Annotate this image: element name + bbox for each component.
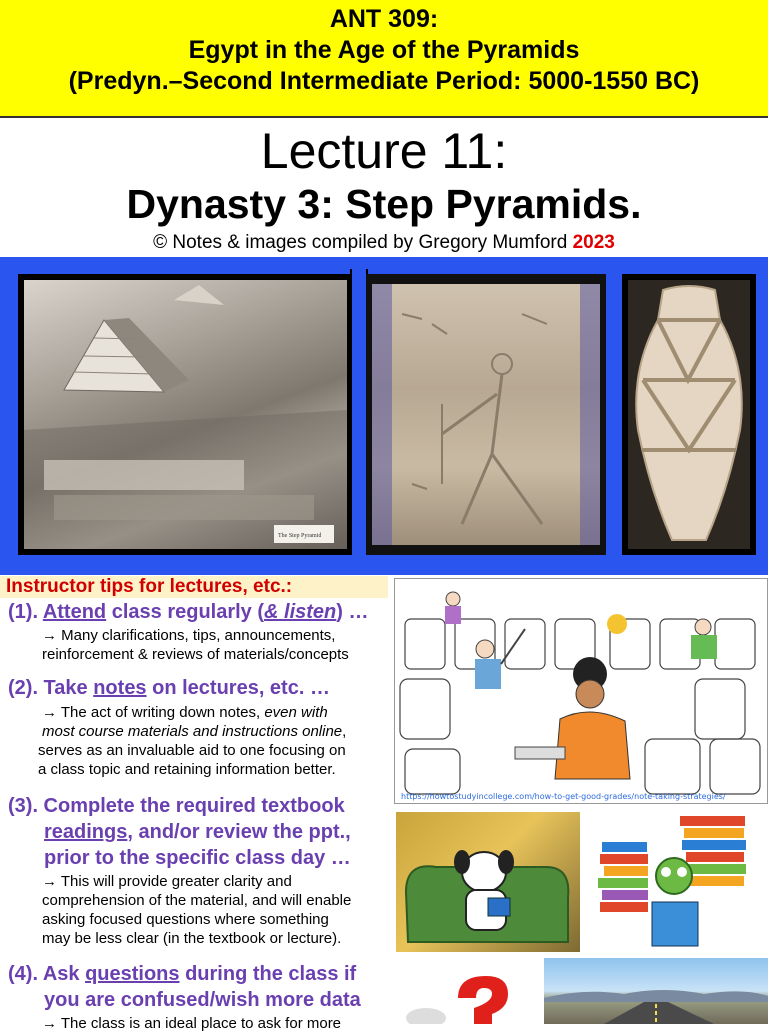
tip-2-heading [8,676,330,700]
tip-3-note-3: asking focused questions where something [42,911,329,928]
tip-1-prefix: (1). [8,601,43,623]
instructor-tips [0,576,392,1032]
wall-relief-photo [366,274,606,555]
photo-band [0,257,768,575]
step-pyramid-photo [18,274,353,555]
snoopy-illustration [396,812,580,952]
classroom-drawing [395,579,767,803]
frog-books-image [584,812,768,952]
tip-1-note-1: → Many clarifications, tips, announcements, [42,627,336,644]
tip-4-line-2: you are confused/wish more data [44,989,361,1011]
tips-heading: Instructor tips for lectures, etc.: [0,576,388,598]
tip-2-note-3: serves as an invaluable aid to one focusing on [38,742,346,759]
tip-3-line-1: (3). Complete the required textbook [8,795,345,817]
tip-1-keyword: Attend [42,601,107,623]
classroom-illustration [394,578,768,804]
tip-4-heading [8,962,356,986]
tip-1-mid: class regularly ( [106,601,265,623]
tip-2-note-2: most course materials and instructions online, [42,723,347,740]
credit-text: © Notes & images compiled by Gregory Mumford [153,232,568,253]
question-mark-illustration [396,958,538,1024]
tip-2-note-1a: → The act of writing down notes, [42,704,265,721]
tip-2-note-2-italic: most course materials and instructions online [42,723,343,740]
tip-1-italic: & listen [264,601,337,623]
tip-1-heading [8,600,369,624]
frog-books-illustration [584,812,768,952]
tip-4-suffix: during the class if [179,963,357,985]
lecture-title: Lecture 11: [260,123,508,179]
tip-2-prefix: (2). Take [8,677,94,699]
question-mark-image [396,958,538,1024]
tip-3-note-1: → This will provide greater clarity and [42,873,292,890]
snoopy-reading-image [396,812,580,952]
tip-3-keyword: readings [44,821,128,843]
credit-line [0,231,768,255]
classroom-source-url: https://howtostudyincollege.com/how-to-get-good-grades/note-taking-strategies/ [401,792,726,801]
credit-year: 2023 [572,232,615,253]
lecture-title-block [0,119,768,257]
desert-road-image [544,958,768,1024]
tip-4-keyword: questions [85,963,180,985]
desert-road-illustration [544,958,768,1024]
course-header [0,0,768,118]
pyramid-caption: The Step Pyramid [278,533,322,539]
tip-1-note-2: reinforcement & reviews of materials/concepts [42,646,349,663]
stone-vase-photo [622,274,756,555]
tip-4-note-1: → The class is an ideal place to ask for more [42,1015,342,1032]
pyramid-aerial-illustration [24,280,347,549]
tip-2-note-1 [42,703,328,722]
vase-illustration [628,280,750,549]
relief-figure-illustration [372,284,600,545]
tip-3-line-2 [44,820,351,844]
tip-2-note-1b: even with [264,704,328,721]
course-period: (Predyn.–Second Intermediate Period: 5000-1550 BC) [68,67,700,95]
tip-3-line-2-rest: , and/or review the ppt., [127,821,351,843]
tip-3-line-3: prior to the specific class day … [44,847,351,869]
tip-3-note-2: comprehension of the material, and will enable [42,892,352,909]
lecture-subtitle: Dynasty 3: Step Pyramids. [126,181,642,227]
course-code: ANT 309: [329,5,439,33]
tip-3-note-4: may be less clear (in the textbook or lecture). [42,930,342,947]
tip-2-note-4: a class topic and retaining information better. [38,761,336,778]
tip-2-keyword: notes [93,677,147,699]
tip-1-suffix: ) … [336,601,369,623]
course-title: Egypt in the Age of the Pyramids [188,36,580,64]
tip-4-prefix: (4). Ask [8,963,86,985]
tip-2-suffix: on lectures, etc. … [146,677,330,699]
